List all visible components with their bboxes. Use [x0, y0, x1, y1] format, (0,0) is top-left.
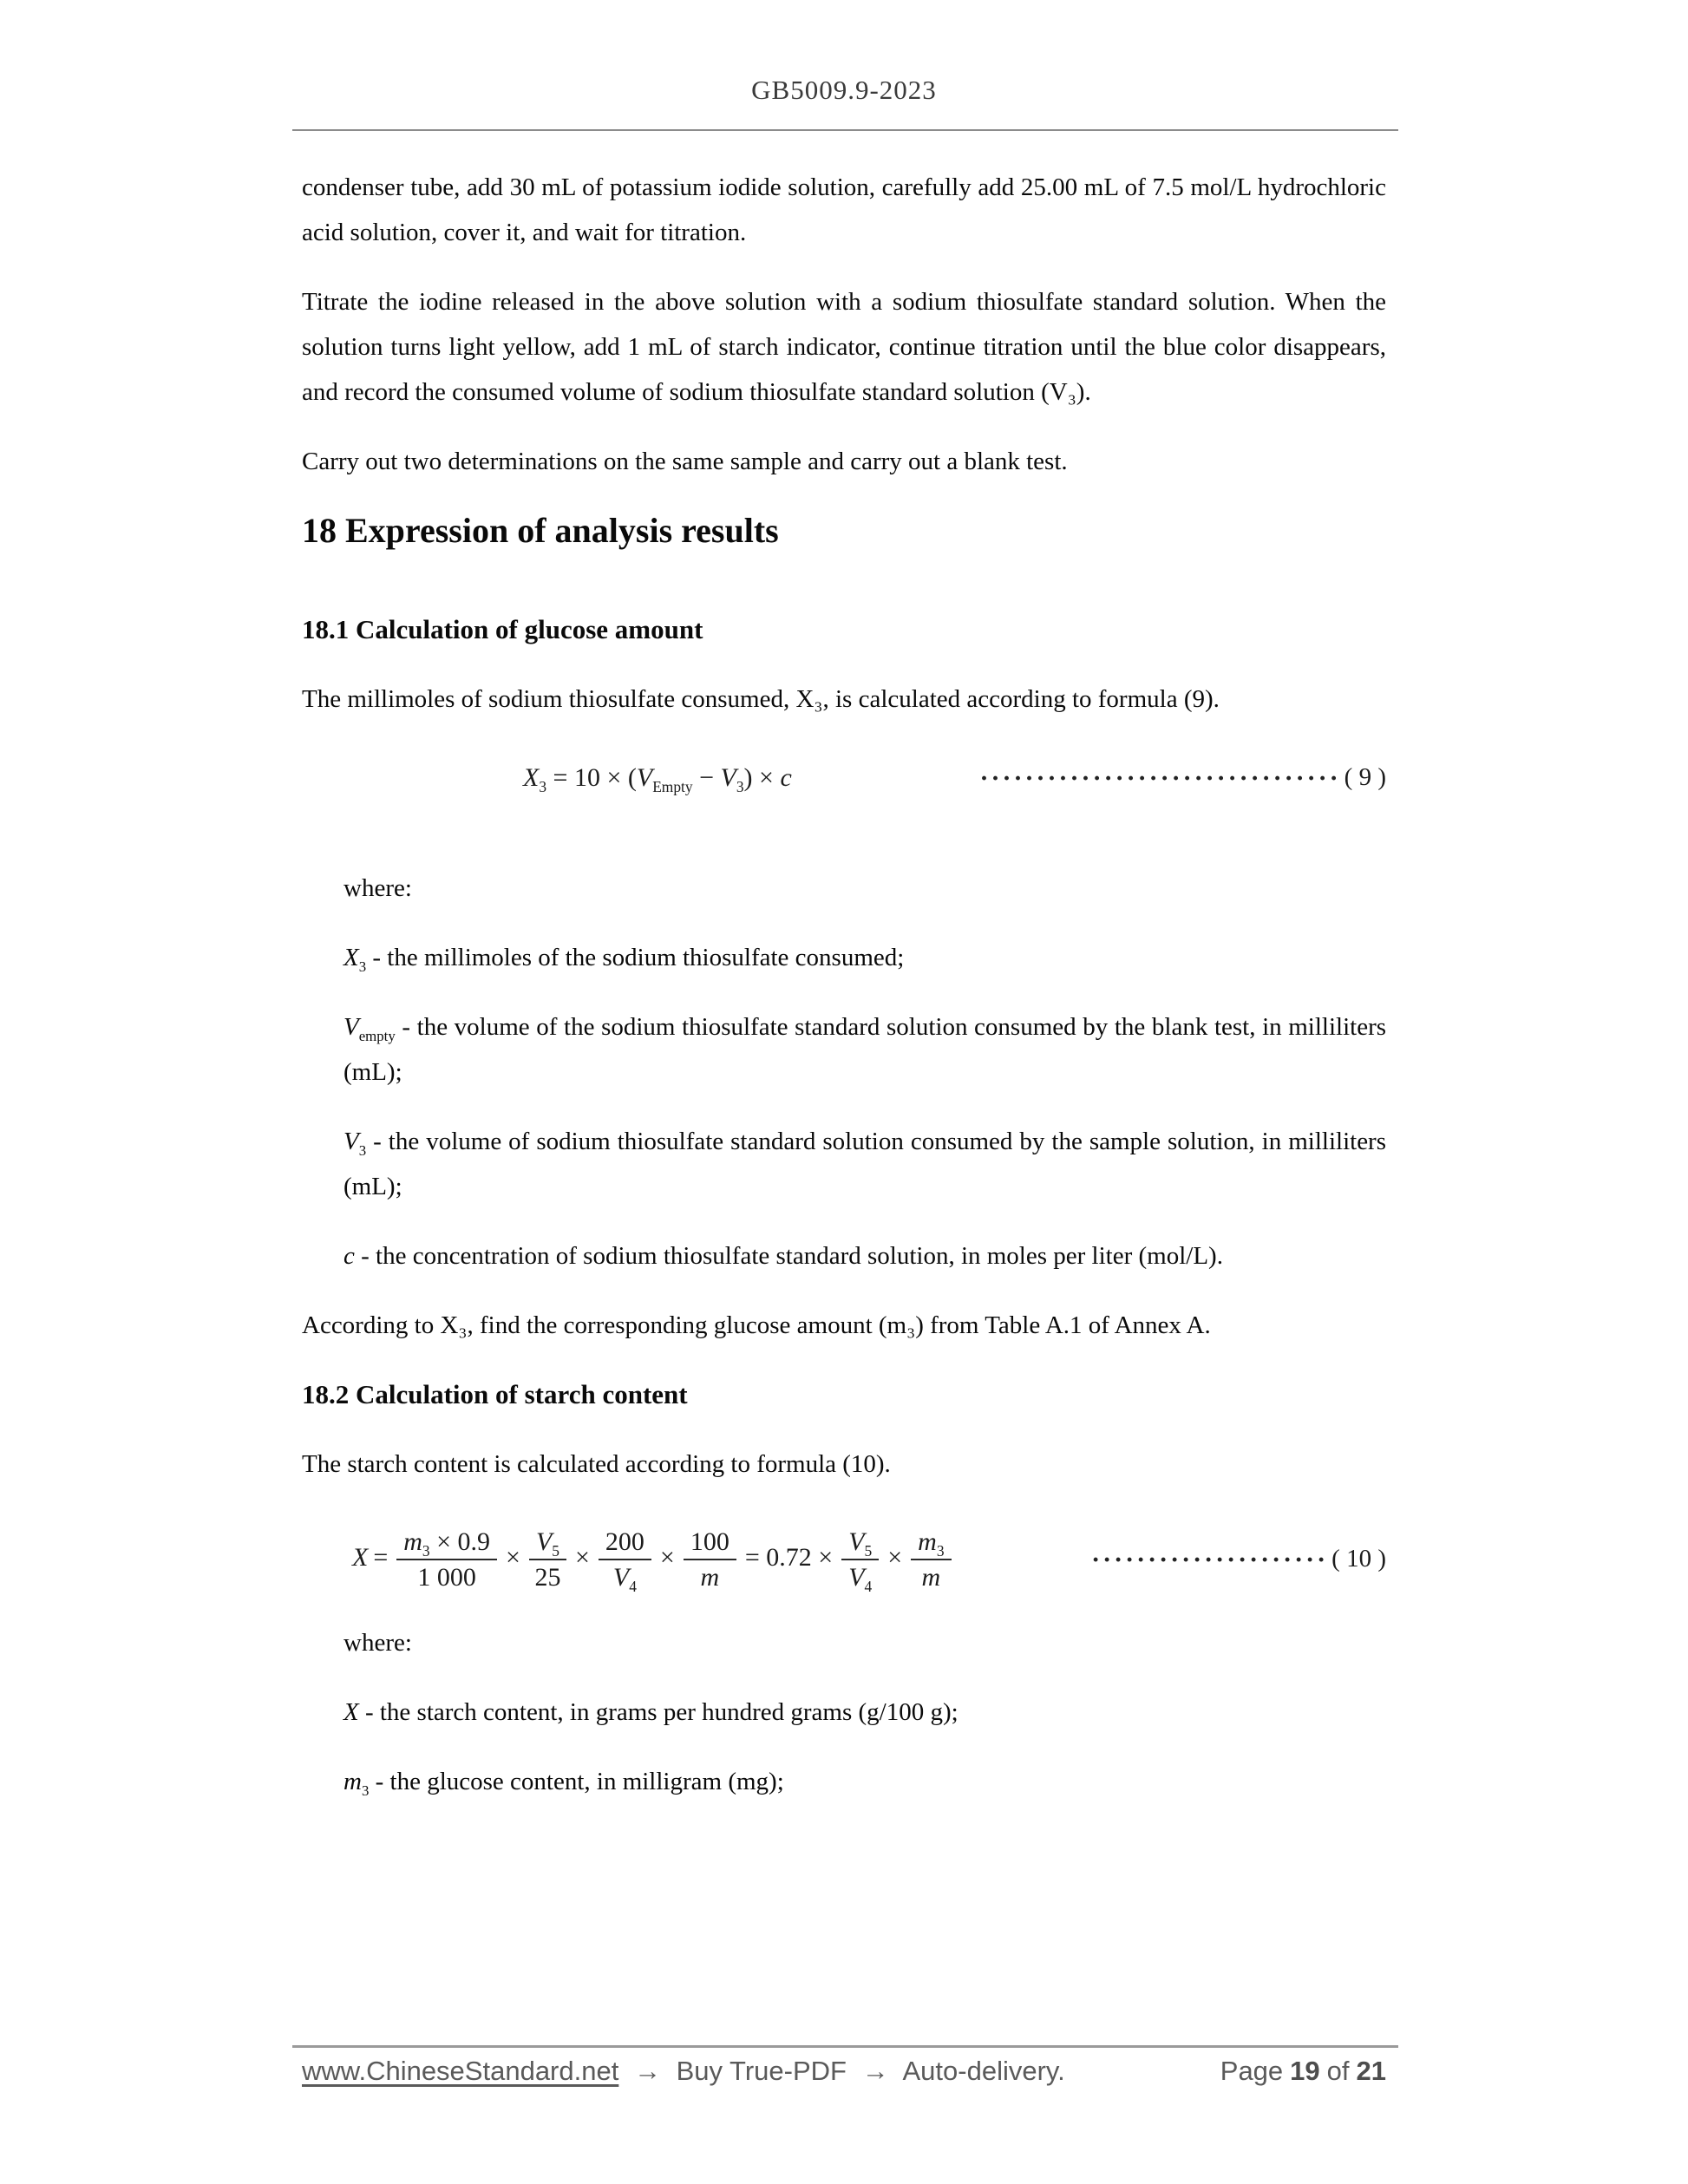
paragraph-starch-formula10: The starch content is calculated according to formula (10). — [302, 1450, 891, 1478]
arrow-icon: → — [633, 2056, 661, 2086]
formula-9-number: ································ ( 9 ) — [979, 762, 1386, 794]
paragraph-condenser-tube: condenser tube, add 30 mL of potassium iodide solution, carefully add 25.00 mL of 7.5 mol/L hydrochloric acid solution, cover it, and wait for titration. — [302, 173, 1386, 246]
of-label: of — [1326, 2056, 1350, 2086]
definition-text: - the concentration of sodium thiosulfate standard solution, in moles per liter (mol/L). — [361, 1242, 1223, 1270]
dot-leader: ································ — [979, 764, 1341, 794]
total-page-number: 21 — [1356, 2056, 1386, 2086]
footer-divider — [292, 2045, 1398, 2048]
definition-m3: $m_3$ - the glucose content, in milligram (mg); — [343, 1768, 784, 1799]
footer-delivery-label: Auto-delivery. — [902, 2056, 1065, 2086]
section-18-1-heading: 18.1 Calculation of glucose amount — [302, 614, 703, 644]
fraction: $\frac{m_3}{m}$ — [911, 1527, 951, 1592]
definition-x3: $X_3$ - the millimoles of the sodium thiosulfate consumed; — [343, 944, 905, 975]
formula-9-expression: $X_3 = 10 \times (V_{Empty} - V_3) \times c$ — [523, 763, 792, 795]
footer-buy-label: Buy True-PDF — [676, 2056, 847, 2086]
footer-source-line — [302, 2056, 1073, 2087]
formula-10-number: ····················· ( 10 ) — [1091, 1544, 1386, 1575]
definition-text: - the starch content, in grams per hundred grams (g/100 g); — [364, 1698, 958, 1726]
where-label-1: where: — [343, 874, 412, 902]
definition-v3: $V_3$ - the volume of sodium thiosulfate standard solution consumed by the sample solution, in milliliters (mL); — [343, 1128, 1387, 1200]
section-18-heading: 18 Expression of analysis results — [302, 511, 779, 550]
formula-10 — [302, 1511, 1386, 1608]
formula-10-expression: X = $\frac{m_3 \times 0.9}{1 000}$ × $\frac{V_5}{25}$ × $\frac{200}{V_4}$ × $\frac{100}{m}$ = 0.72 × $\frac{V_5}{V_4}$ × $\frac{m_3}{m}$ — [352, 1527, 955, 1592]
fraction: $\frac{V_5}{V_4}$ — [841, 1527, 879, 1592]
paragraph-according-table-a1: According to X₃, find the corresponding glucose amount (m₃) from Table A.1 of Annex A. — [302, 1311, 1211, 1339]
fraction: $\frac{V_5}{25}$ — [529, 1527, 566, 1592]
fraction: $\frac{200}{V_4}$ — [599, 1527, 651, 1592]
definition-text: - the volume of the sodium thiosulfate standard solution consumed by the blank test, in milliliters (mL); — [343, 1013, 1387, 1086]
current-page-number: 19 — [1290, 2056, 1320, 2086]
definition-c: c - the concentration of sodium thiosulfate standard solution, in moles per liter (mol/L). — [343, 1242, 1223, 1270]
footer-link[interactable]: www.ChineseStandard.net — [302, 2056, 619, 2086]
definition-x-starch: X - the starch content, in grams per hundred grams (g/100 g); — [343, 1698, 958, 1726]
definition-text: - the millimoles of the sodium thiosulfate consumed; — [372, 944, 905, 971]
document-footer — [302, 2056, 1386, 2087]
paragraph-two-determinations: Carry out two determinations on the same sample and carry out a blank test. — [302, 448, 1068, 475]
formula-9 — [302, 748, 1386, 808]
fraction: $\frac{100}{m}$ — [684, 1527, 736, 1592]
paragraph-titrate-iodine: Titrate the iodine released in the above solution with a sodium thiosulfate standard solution. When the solution turns light yellow, add 1 mL of starch indicator, continue titration until the blue color disappears, and record the consumed volume of sodium thiosulfate standard solution (V₃). — [302, 288, 1386, 406]
dot-leader: ····················· — [1091, 1546, 1329, 1575]
section-18-2-heading: 18.2 Calculation of starch content — [302, 1379, 688, 1409]
where-label-2: where: — [343, 1629, 412, 1657]
fraction: $\frac{m_3 \times 0.9}{1 000}$ — [396, 1527, 497, 1592]
page-indicator — [1214, 2056, 1386, 2087]
page-label: Page — [1220, 2056, 1284, 2086]
standard-number-header: GB5009.9-2023 — [751, 75, 937, 105]
definition-text: - the glucose content, in milligram (mg); — [375, 1768, 784, 1795]
arrow-icon: → — [861, 2056, 889, 2086]
paragraph-millimoles-formula9: The millimoles of sodium thiosulfate consumed, X₃, is calculated according to formula (9). — [302, 685, 1220, 713]
definition-text: - the volume of sodium thiosulfate standard solution consumed by the sample solution, in milliliters (mL); — [343, 1128, 1387, 1200]
page-content — [302, 0, 1386, 1828]
definition-v-empty: $V_{empty}$ - the volume of the sodium thiosulfate standard solution consumed by the blank test, in milliliters (mL); — [343, 1013, 1387, 1086]
